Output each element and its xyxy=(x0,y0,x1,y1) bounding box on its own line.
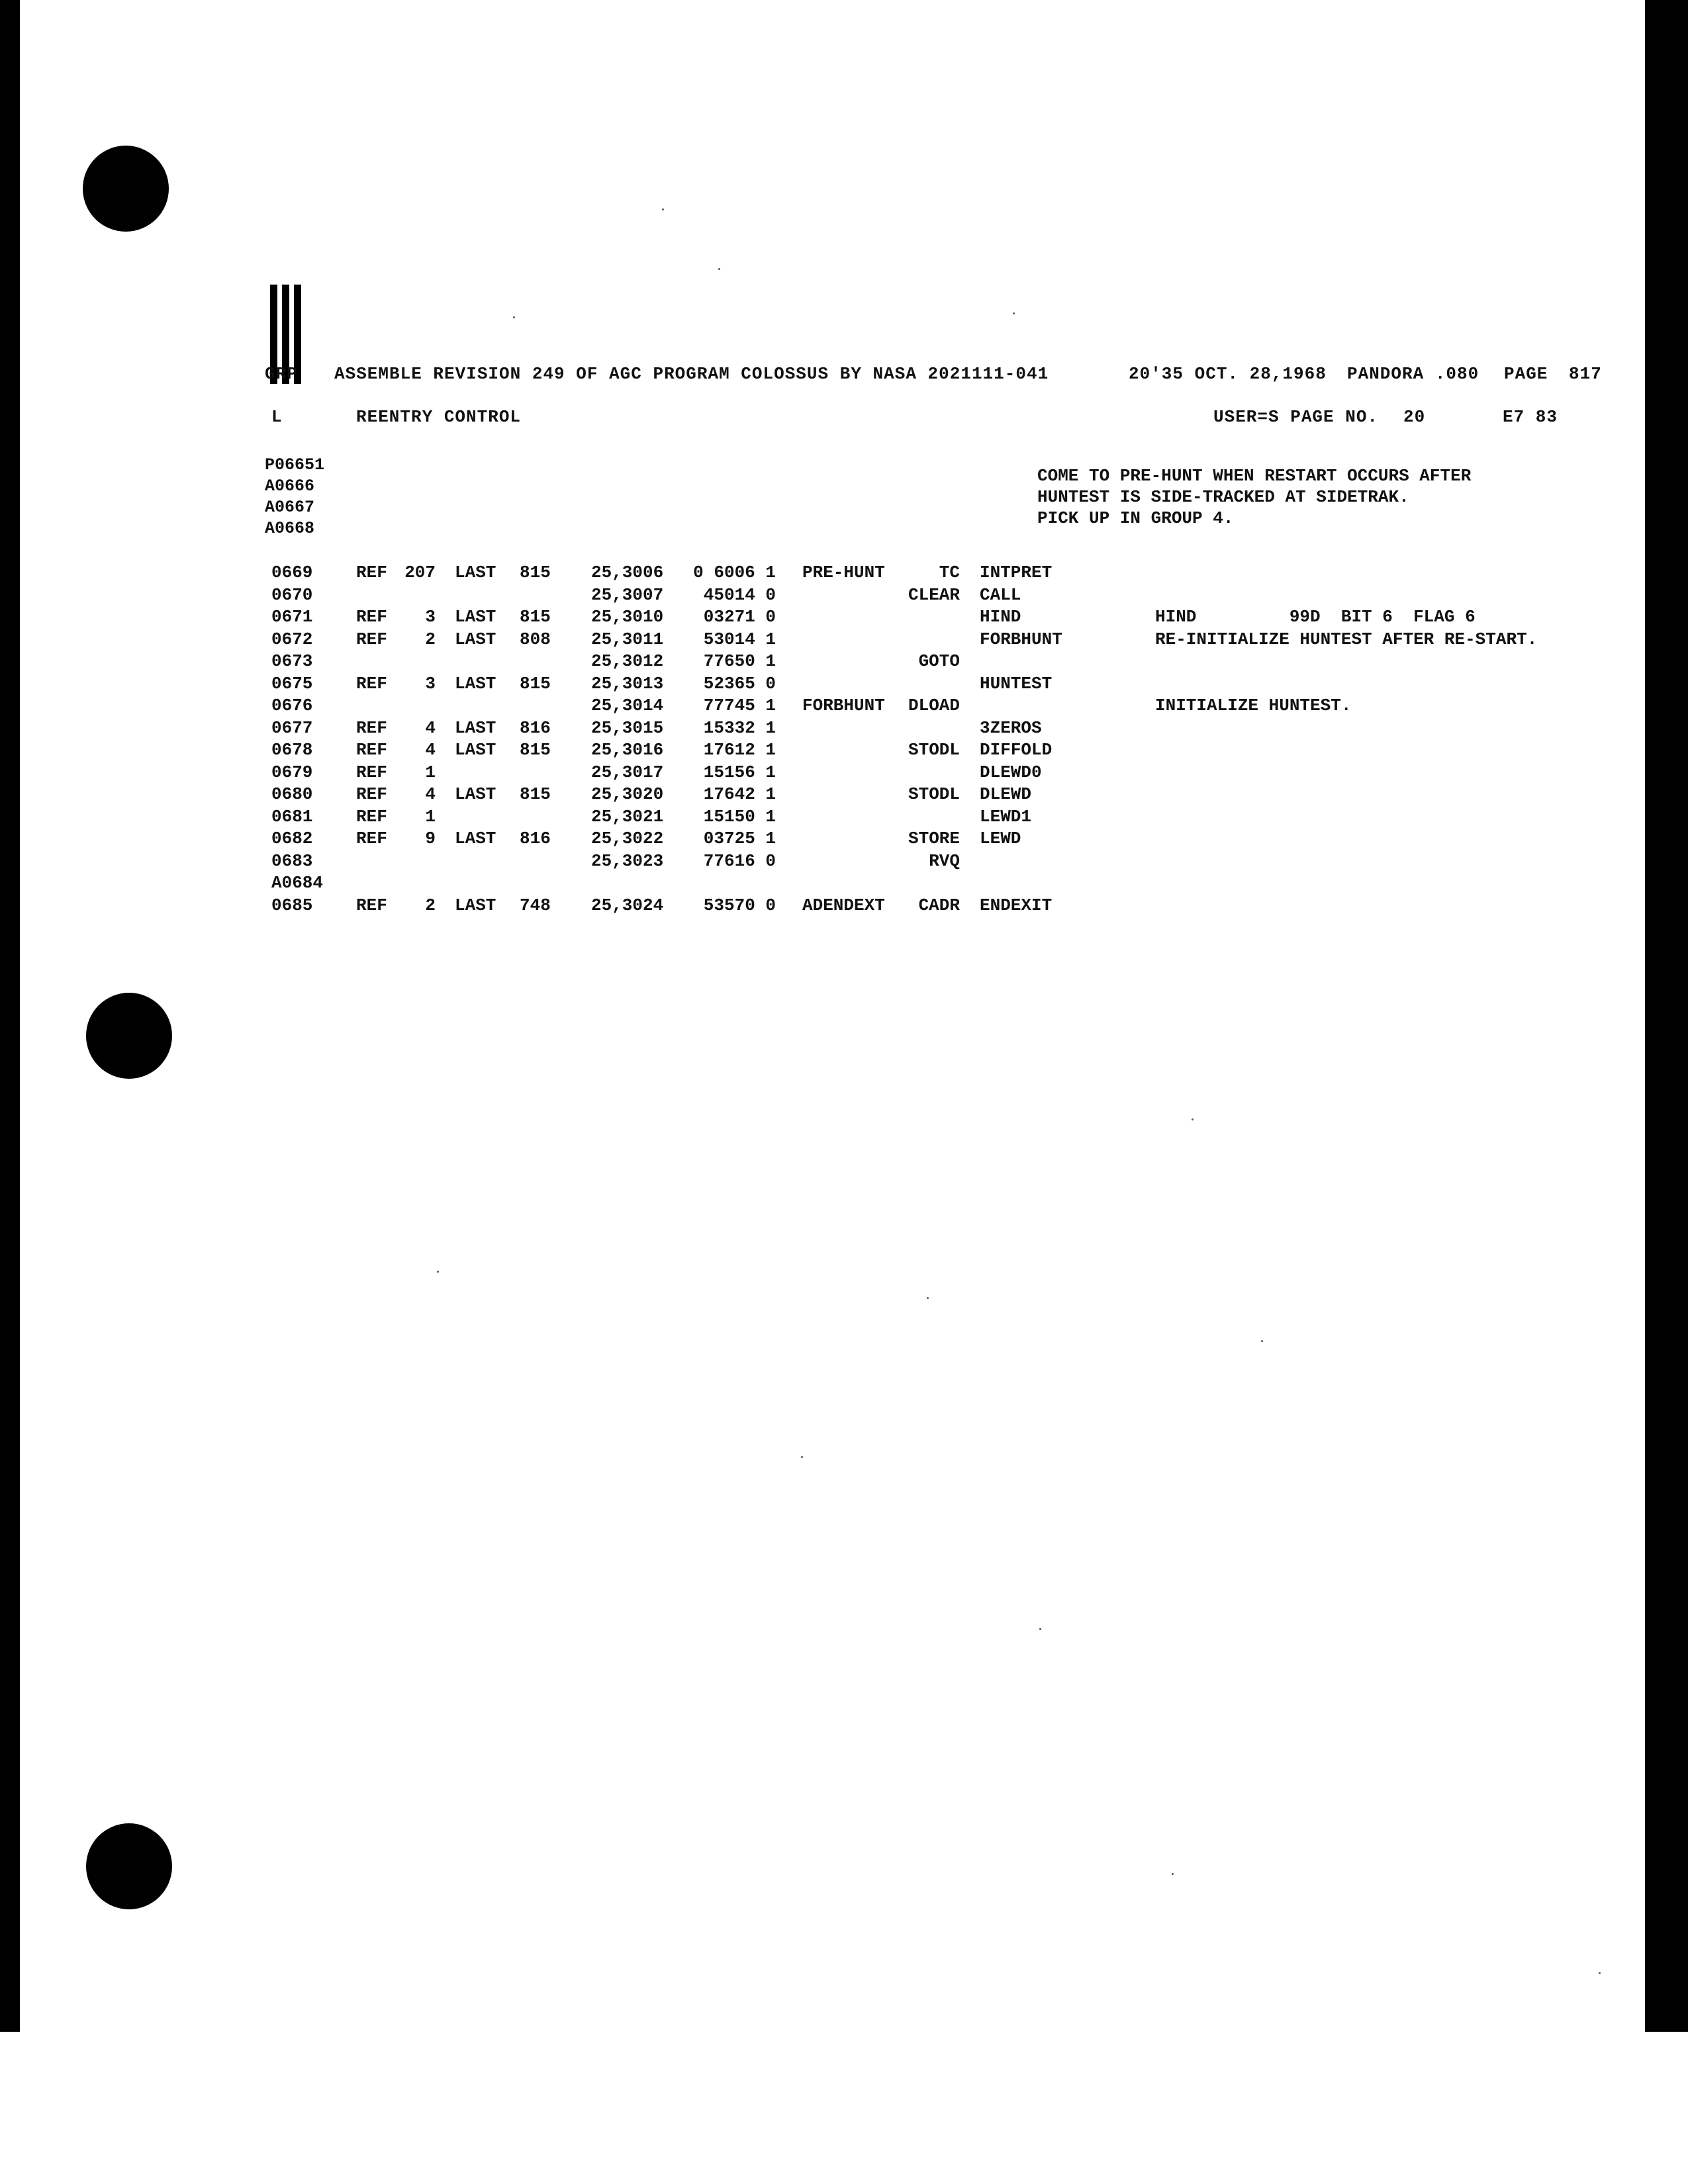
listing-row xyxy=(0,674,1688,696)
header-page-label: PAGE xyxy=(1504,364,1548,384)
listing-line-number: 0676 xyxy=(271,696,313,715)
listing-octal-code: 77650 1 xyxy=(703,651,776,671)
scan-speck xyxy=(927,1297,929,1299)
listing-operand: 3ZEROS xyxy=(980,717,1042,738)
listing-row xyxy=(0,740,1688,762)
comment-block xyxy=(265,455,1589,540)
listing-operand: INTPRET xyxy=(980,563,1053,582)
listing-line-number: 0677 xyxy=(271,717,313,738)
listing-row xyxy=(0,629,1688,652)
listing-row xyxy=(0,851,1688,874)
listing-last-page: 816 xyxy=(520,717,551,738)
listing-address: 25,3024 xyxy=(591,895,664,915)
listing-address: 25,3021 xyxy=(591,806,664,827)
listing-ref: REF xyxy=(356,784,387,804)
listing-label: FORBHUNT xyxy=(802,696,885,715)
listing-ref: REF xyxy=(356,829,387,848)
listing-comment: INITIALIZE HUNTEST. xyxy=(1155,696,1352,715)
listing-octal-code: 52365 0 xyxy=(703,673,776,694)
listing-address: 25,3016 xyxy=(591,740,664,760)
listing-octal-code: 53014 1 xyxy=(703,629,776,649)
listing-opcode: STODL xyxy=(908,740,960,760)
listing-octal-code: 15150 1 xyxy=(703,806,776,827)
listing-ref: REF xyxy=(356,740,387,760)
listing-label: ADENDEXT xyxy=(802,895,885,915)
listing-address: 25,3013 xyxy=(591,673,664,694)
listing-ref-count: 2 xyxy=(425,895,436,915)
listing-ref: REF xyxy=(356,806,387,827)
listing-operand: LEWD1 xyxy=(980,806,1032,827)
subheader-users-page-label: USER=S PAGE NO. xyxy=(1213,407,1379,427)
listing-row xyxy=(0,696,1688,718)
header-timestamp: 20'35 OCT. 28,1968 xyxy=(1129,364,1327,384)
listing-address: 25,3015 xyxy=(591,717,664,738)
listing-last-page: 815 xyxy=(520,740,551,760)
comment-row xyxy=(265,487,1589,519)
listing-operand: FORBHUNT xyxy=(980,629,1062,649)
listing-ref-count: 3 xyxy=(425,607,436,627)
listing-operand: DLEWD0 xyxy=(980,762,1042,782)
listing-ref: REF xyxy=(356,895,387,915)
subheader-ref: E7 83 xyxy=(1503,407,1558,427)
listing-ref: REF xyxy=(356,629,387,649)
listing-comment: RE-INITIALIZE HUNTEST AFTER RE-START. xyxy=(1155,629,1538,649)
scan-speck xyxy=(1172,1873,1174,1875)
scan-speck xyxy=(1039,1628,1041,1630)
binder-punch-hole-bottom xyxy=(86,1823,172,1909)
listing-row xyxy=(0,762,1688,785)
listing-last: LAST xyxy=(455,563,496,582)
listing-last: LAST xyxy=(455,895,496,915)
listing-line-number: 0672 xyxy=(271,629,313,649)
listing-operand: DLEWD xyxy=(980,784,1032,804)
listing-row xyxy=(0,829,1688,851)
subheader-type-code: L xyxy=(271,407,283,427)
listing-row xyxy=(0,585,1688,608)
listing-ref-count: 1 xyxy=(425,806,436,827)
comment-text: HUNTEST IS SIDE-TRACKED AT SIDETRAK. xyxy=(1037,487,1409,507)
listing-address: 25,3007 xyxy=(591,584,664,605)
listing-operand: ENDEXIT xyxy=(980,895,1053,915)
header-title: ASSEMBLE REVISION 249 OF AGC PROGRAM COLOSSUS BY NASA 2021111-041 xyxy=(334,364,1049,384)
header-prefix: GRP xyxy=(265,364,298,384)
listing-opcode: TC xyxy=(939,563,960,582)
scan-speck xyxy=(437,1271,439,1273)
listing-line-number: 0678 xyxy=(271,740,313,760)
scan-speck xyxy=(662,208,664,210)
listing-address: 25,3020 xyxy=(591,784,664,804)
listing-last-page: 815 xyxy=(520,673,551,694)
scan-speck xyxy=(513,316,515,318)
listing-opcode: CLEAR xyxy=(908,584,960,605)
listing-octal-code: 03271 0 xyxy=(703,607,776,627)
listing-octal-code: 15156 1 xyxy=(703,762,776,782)
scan-speck xyxy=(1192,1118,1194,1120)
listing-ref-count: 4 xyxy=(425,784,436,804)
listing-octal-code: 17612 1 xyxy=(703,740,776,760)
listing-line-number: 0682 xyxy=(271,829,313,848)
listing-ref-count: 207 xyxy=(404,563,436,582)
listing-address: 25,3010 xyxy=(591,607,664,627)
comment-text: PICK UP IN GROUP 4. xyxy=(1037,508,1234,528)
comment-label: A0666 xyxy=(265,477,315,496)
listing-ref: REF xyxy=(356,607,387,627)
listing-opcode: CADR xyxy=(918,895,960,915)
listing-row xyxy=(0,718,1688,741)
listing-operand: DIFFOLD xyxy=(980,740,1053,760)
listing-ref: REF xyxy=(356,673,387,694)
listing-row xyxy=(0,873,1688,895)
listing-row xyxy=(0,895,1688,918)
listing-line-number: 0681 xyxy=(271,806,313,827)
subheader-users-page-number: 20 xyxy=(1403,407,1426,427)
listing-operand: HIND xyxy=(980,607,1021,627)
listing-address: 25,3022 xyxy=(591,829,664,848)
listing-octal-code: 77616 0 xyxy=(703,850,776,871)
listing-address: 25,3011 xyxy=(591,629,664,649)
listing-operand: LEWD xyxy=(980,829,1021,848)
listing-ref: REF xyxy=(356,762,387,782)
comment-label: A0667 xyxy=(265,498,315,517)
listing-line-number: 0679 xyxy=(271,762,313,782)
scan-speck xyxy=(1599,1972,1601,1974)
listing-octal-code: 15332 1 xyxy=(703,717,776,738)
listing-row xyxy=(0,807,1688,829)
listing-label: PRE-HUNT xyxy=(802,563,885,582)
listing-last: LAST xyxy=(455,784,496,804)
listing-address: 25,3012 xyxy=(591,651,664,671)
comment-label: A0668 xyxy=(265,519,315,538)
listing-opcode: RVQ xyxy=(929,850,960,871)
listing-operand: CALL xyxy=(980,584,1021,605)
listing-line-number: 0673 xyxy=(271,651,313,671)
listing-opcode: STODL xyxy=(908,784,960,804)
listing-octal-code: 53570 0 xyxy=(703,895,776,915)
listing-address: 25,3023 xyxy=(591,850,664,871)
binder-punch-hole-top xyxy=(83,146,169,232)
listing-ref-count: 4 xyxy=(425,717,436,738)
subheader-section: REENTRY CONTROL xyxy=(356,407,522,427)
listing-last: LAST xyxy=(455,673,496,694)
comment-text: COME TO PRE-HUNT WHEN RESTART OCCURS AFTER xyxy=(1037,466,1472,486)
listing-line-number: 0680 xyxy=(271,784,313,804)
listing-address: 25,3014 xyxy=(591,696,664,715)
listing-row xyxy=(0,784,1688,807)
listing-octal-code: 03725 1 xyxy=(703,829,776,848)
listing-ref-count: 4 xyxy=(425,740,436,760)
listing-opcode: GOTO xyxy=(918,651,960,671)
listing-row xyxy=(0,607,1688,629)
comment-label: P06651 xyxy=(265,455,325,475)
listing-ref: REF xyxy=(356,563,387,582)
listing-address: 25,3017 xyxy=(591,762,664,782)
listing-row xyxy=(0,563,1688,585)
listing-ref: REF xyxy=(356,717,387,738)
listing-line-number: 0670 xyxy=(271,584,313,605)
listing-last-page: 816 xyxy=(520,829,551,848)
listing-line-number: 0683 xyxy=(271,850,313,871)
listing-line-number: 0669 xyxy=(271,563,313,582)
listing-octal-code: 0 6006 1 xyxy=(693,563,776,582)
listing-octal-code: 77745 1 xyxy=(703,696,776,715)
scan-speck xyxy=(801,1456,803,1458)
listing-address: 25,3006 xyxy=(591,563,664,582)
scan-speck xyxy=(1013,312,1015,314)
comment-row xyxy=(265,508,1589,540)
listing-octal-code: 17642 1 xyxy=(703,784,776,804)
listing-ref-count: 1 xyxy=(425,762,436,782)
listing-operand: HUNTEST xyxy=(980,673,1053,694)
listing-last-page: 815 xyxy=(520,563,551,582)
scan-border-left xyxy=(0,0,20,2032)
listing-line-number: A0684 xyxy=(271,873,324,893)
header-system: PANDORA .080 xyxy=(1347,364,1479,384)
listing-last: LAST xyxy=(455,740,496,760)
listing-line-number: 0685 xyxy=(271,895,313,915)
header-page-number: 817 xyxy=(1569,364,1602,384)
listing-line-number: 0675 xyxy=(271,673,313,694)
listing-last-page: 815 xyxy=(520,607,551,627)
listing-last: LAST xyxy=(455,829,496,848)
scan-speck xyxy=(1261,1340,1263,1342)
listing-last-page: 808 xyxy=(520,629,551,649)
listing-line-number: 0671 xyxy=(271,607,313,627)
scan-bottom-margin xyxy=(0,2032,1688,2184)
listing-last: LAST xyxy=(455,717,496,738)
listing-comment: HIND 99D BIT 6 FLAG 6 xyxy=(1155,607,1476,627)
listing-last: LAST xyxy=(455,607,496,627)
listing-row xyxy=(0,651,1688,674)
listing-last-page: 815 xyxy=(520,784,551,804)
listing-last: LAST xyxy=(455,629,496,649)
scan-border-right xyxy=(1645,0,1688,2032)
listing-ref-count: 2 xyxy=(425,629,436,649)
listing-octal-code: 45014 0 xyxy=(703,584,776,605)
listing-opcode: STORE xyxy=(908,829,960,848)
scan-speck xyxy=(718,268,720,270)
binder-punch-hole-middle xyxy=(86,993,172,1079)
listing-opcode: DLOAD xyxy=(908,696,960,715)
listing-ref-count: 9 xyxy=(425,829,436,848)
listing-ref-count: 3 xyxy=(425,673,436,694)
listing-last-page: 748 xyxy=(520,895,551,915)
assembly-listing xyxy=(0,563,1688,917)
